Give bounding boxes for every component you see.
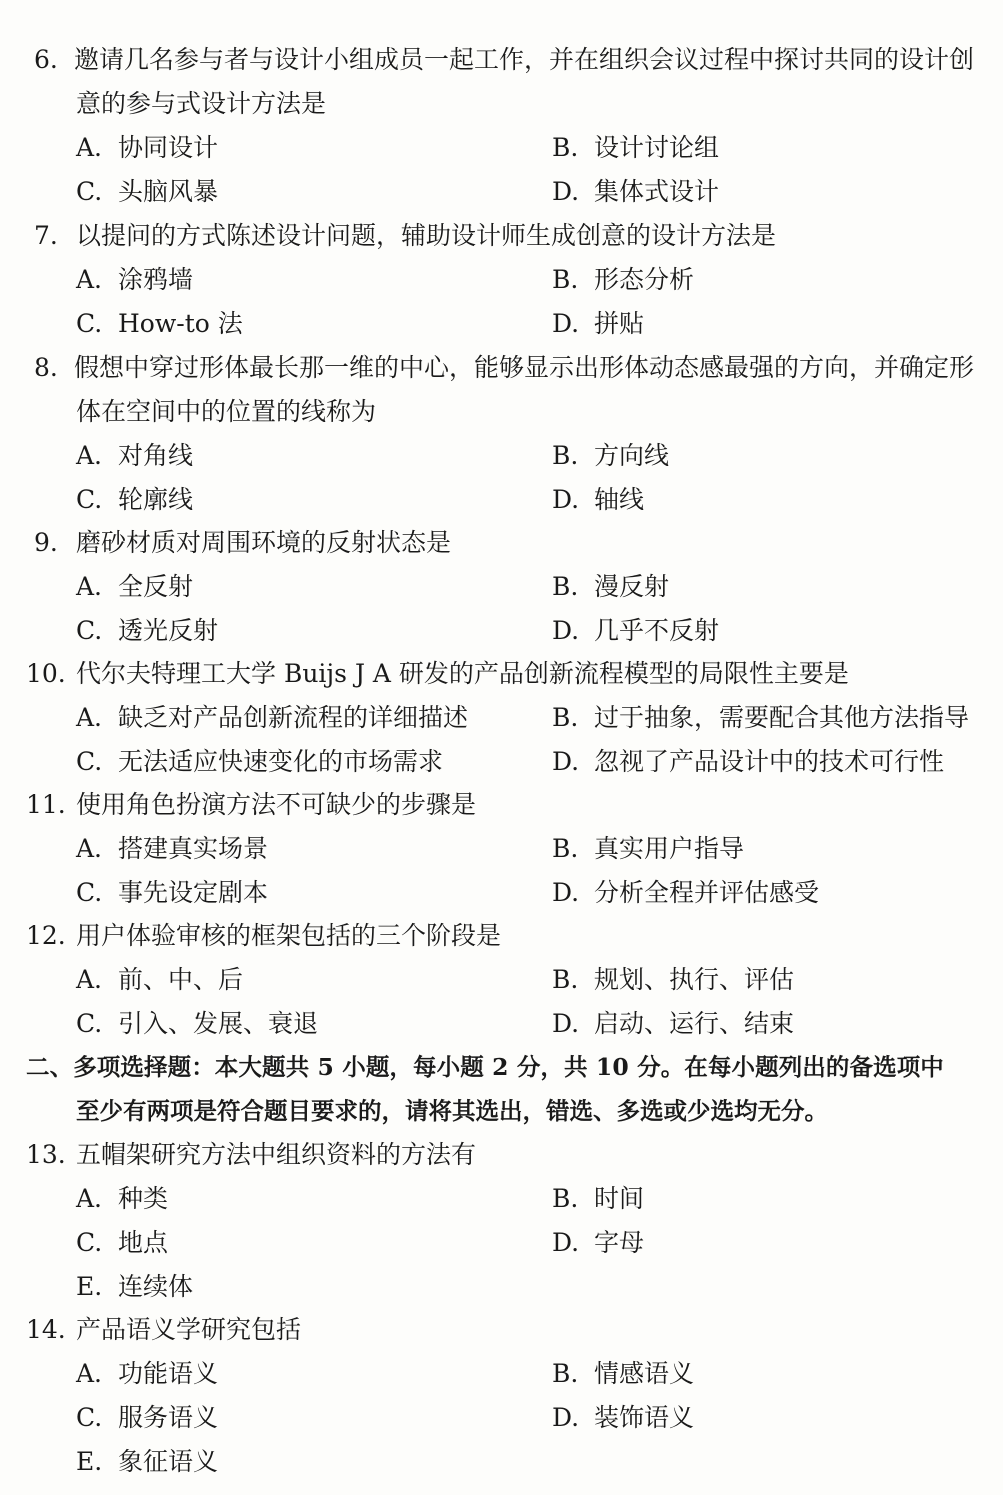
question-stem: 假想中穿过形体最长那一维的中心，能够显示出形体动态感最强的方向，并确定形 — [74, 353, 975, 382]
question-stem: 意的参与式设计方法是 — [76, 89, 327, 118]
question-number: 7. — [34, 221, 58, 250]
exam-page: 6. 邀请几名参与者与设计小组成员一起工作，并在组织会议过程中探讨共同的设计创 意的参与式设计方法是 A. 协同设计 B. 设计讨论组 C. 头脑风暴 D. 集体式设计 7. 以提问的方式陈述设计问题，辅助设计师生成创意的设计方法是 A. 涂鸦墙 B. 形态分析 C. How-to 法 D. 拼贴 8. 假想中穿过形体最长那一维的中心，能够显示出形体动态感最强的方向，并确定形 体在空间中的位置的线称为 A. 对角线 B. 方向线 C. 轮廓线 D. 轴线 9. 磨砂材质对周围环境的反射状态是 A. 全反射 B. 漫反射 C. 透光反射 D. 几乎不反射 10. 代尔夫特理工大学 Buijs J A 研发的产品创新流程模型的局限性主要是 A. 缺乏对产品创新流程的详细描述 B. 过于抽象，需要配合其他方法指导 C. 无法适应快速变化的市场需求 D. 忽视了产品设计中的技术可行性 11. 使用角色扮演方法不可缺少的步骤是 A. 搭建真实场景 B. 真实用户指导 C. 事先设定剧本 D. 分析全程并评估感受 12. 用户体验审核的框架包括的三个阶段是 A. 前、中、后 B. 规划、执行、评估 C. 引入、发展、衰退 D. 启动、运行、结束 二、多项选择题：本大题共 5 小题，每小题 2 分，共 10 分。在每小题列出的备选项中 至少有两项是符合题目要求的，请将其选出，错选、多选或少选均无分。 13. 五帽架研究方法中组织资料的方法有 A. 种类 B. 时间 C. 地点 D. 字母 E. 连续体 14. 产品语义学研究包括 A. 功能语义 B. 情感语义 C. 服务语义 D. 装饰语义 E. 象征语义 — [26, 45, 975, 1476]
question-stem: 以提问的方式陈述设计问题，辅助设计师生成创意的设计方法是 — [76, 221, 777, 250]
question-stem: 代尔夫特理工大学 Buijs J A 研发的产品创新流程模型的局限性主要是 — [76, 659, 849, 688]
question-stem: 体在空间中的位置的线称为 — [76, 397, 377, 426]
question-stem: 磨砂材质对周围环境的反射状态是 — [76, 528, 452, 557]
question-stem: 邀请几名参与者与设计小组成员一起工作，并在组织会议过程中探讨共同的设计创 — [74, 45, 975, 74]
question-number: 8. — [34, 353, 58, 382]
question-stem: 产品语义学研究包括 — [76, 1315, 302, 1344]
question-number: 10. — [26, 659, 66, 688]
section-2-heading: 二、多项选择题：本大题共 5 小题，每小题 2 分，共 10 分。在每小题列出的备选项中 — [26, 1053, 944, 1081]
question-stem: 使用角色扮演方法不可缺少的步骤是 — [76, 790, 477, 819]
question-stem: 用户体验审核的框架包括的三个阶段是 — [76, 921, 502, 950]
section-2-instructions: 至少有两项是符合题目要求的，请将其选出，错选、多选或少选均无分。 — [76, 1097, 828, 1125]
question-number: 11. — [26, 790, 66, 819]
question-number: 12. — [26, 921, 66, 950]
question-stem: 五帽架研究方法中组织资料的方法有 — [76, 1140, 477, 1169]
question-number: 9. — [34, 528, 58, 557]
question-number: 6. — [34, 45, 58, 74]
question-number: 13. — [26, 1140, 66, 1169]
question-number: 14. — [26, 1315, 66, 1344]
